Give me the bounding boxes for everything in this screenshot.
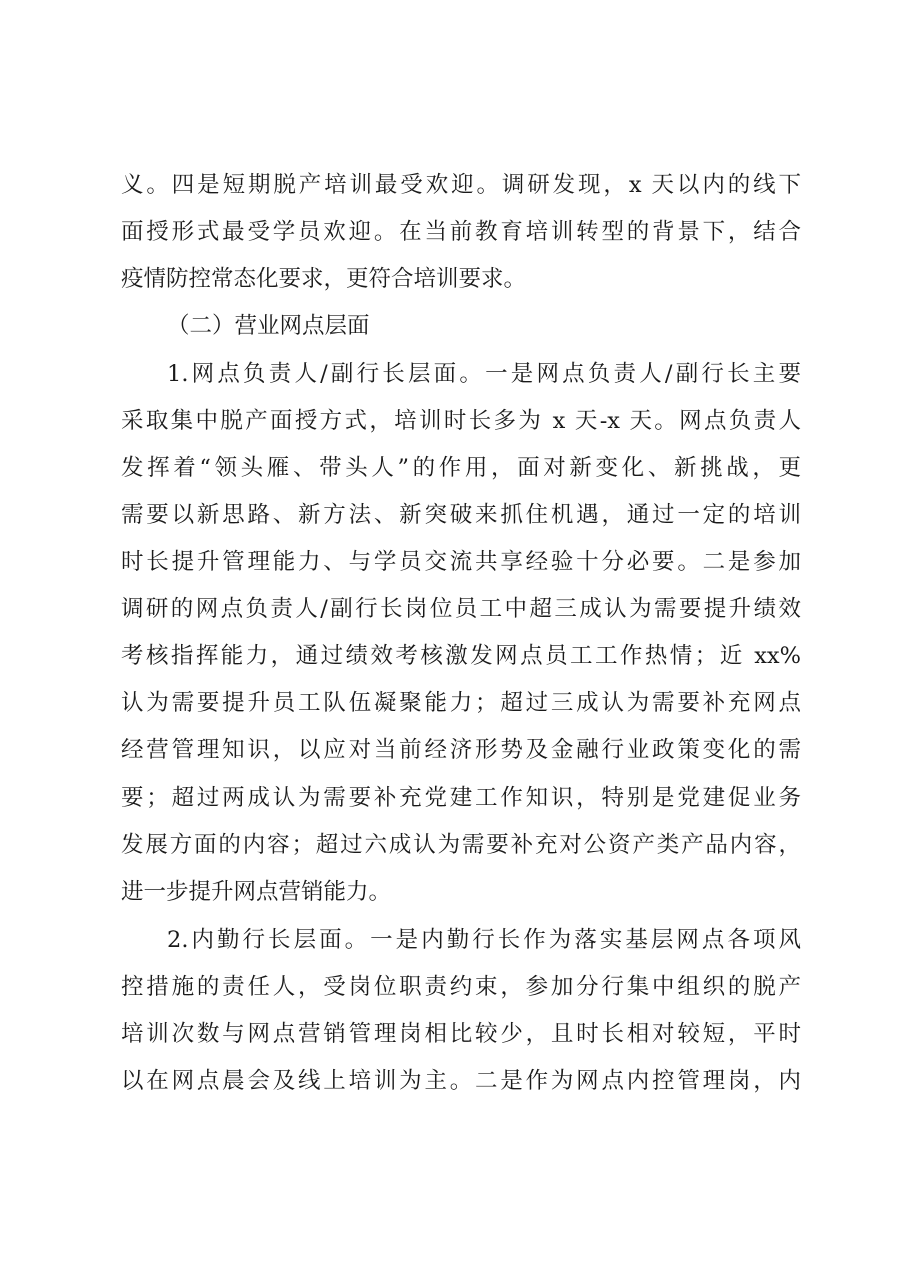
paragraph-line: 疫情防控常态化要求，更符合培训要求。 xyxy=(121,266,527,292)
section-heading: （二）营业网点层面 xyxy=(167,313,370,339)
paragraph-line: 调研的网点负责人/副行长岗位员工中超三成认为需要提升绩效 xyxy=(121,596,801,622)
paragraph-line: 经营管理知识，以应对当前经济形势及金融行业政策变化的需 xyxy=(121,737,801,763)
paragraph-line: 时长提升管理能力、与学员交流共享经验十分必要。二是参加 xyxy=(121,549,801,575)
paragraph-line: 要；超过两成认为需要补充党建工作知识，特别是党建促业务 xyxy=(121,785,801,811)
paragraph-line: 考核指挥能力，通过绩效考核激发网点员工工作热情；近 xx% xyxy=(121,643,801,669)
paragraph-line: 发展方面的内容；超过六成认为需要补充对公资产类产品内容， xyxy=(121,832,801,858)
paragraph-line: 认为需要提升员工队伍凝聚能力；超过三成认为需要补充网点 xyxy=(121,690,801,716)
paragraph-line: 控措施的责任人，受岗位职责约束，参加分行集中组织的脱产 xyxy=(121,974,801,1000)
paragraph-line: 进一步提升网点营销能力。 xyxy=(121,879,392,905)
paragraph-line: 培训次数与网点营销管理岗相比较少，且时长相对较短，平时 xyxy=(121,1021,801,1047)
paragraph-line: 采取集中脱产面授方式，培训时长多为 x 天-x 天。网点负责人 xyxy=(121,408,801,434)
paragraph-line: 义。四是短期脱产培训最受欢迎。调研发现，x 天以内的线下 xyxy=(121,172,801,198)
paragraph-line: 2.内勤行长层面。一是内勤行长作为落实基层网点各项风 xyxy=(167,927,801,953)
paragraph-line: 以在网点晨会及线上培训为主。二是作为网点内控管理岗，内 xyxy=(121,1068,801,1094)
paragraph-line: 需要以新思路、新方法、新突破来抓住机遇，通过一定的培训 xyxy=(121,502,801,528)
paragraph-line: 1.网点负责人/副行长层面。一是网点负责人/副行长主要 xyxy=(167,361,801,387)
paragraph-line: 发挥着“领头雁、带头人”的作用，面对新变化、新挑战，更 xyxy=(121,455,801,481)
paragraph-line: 面授形式最受学员欢迎。在当前教育培训转型的背景下，结合 xyxy=(121,219,801,245)
